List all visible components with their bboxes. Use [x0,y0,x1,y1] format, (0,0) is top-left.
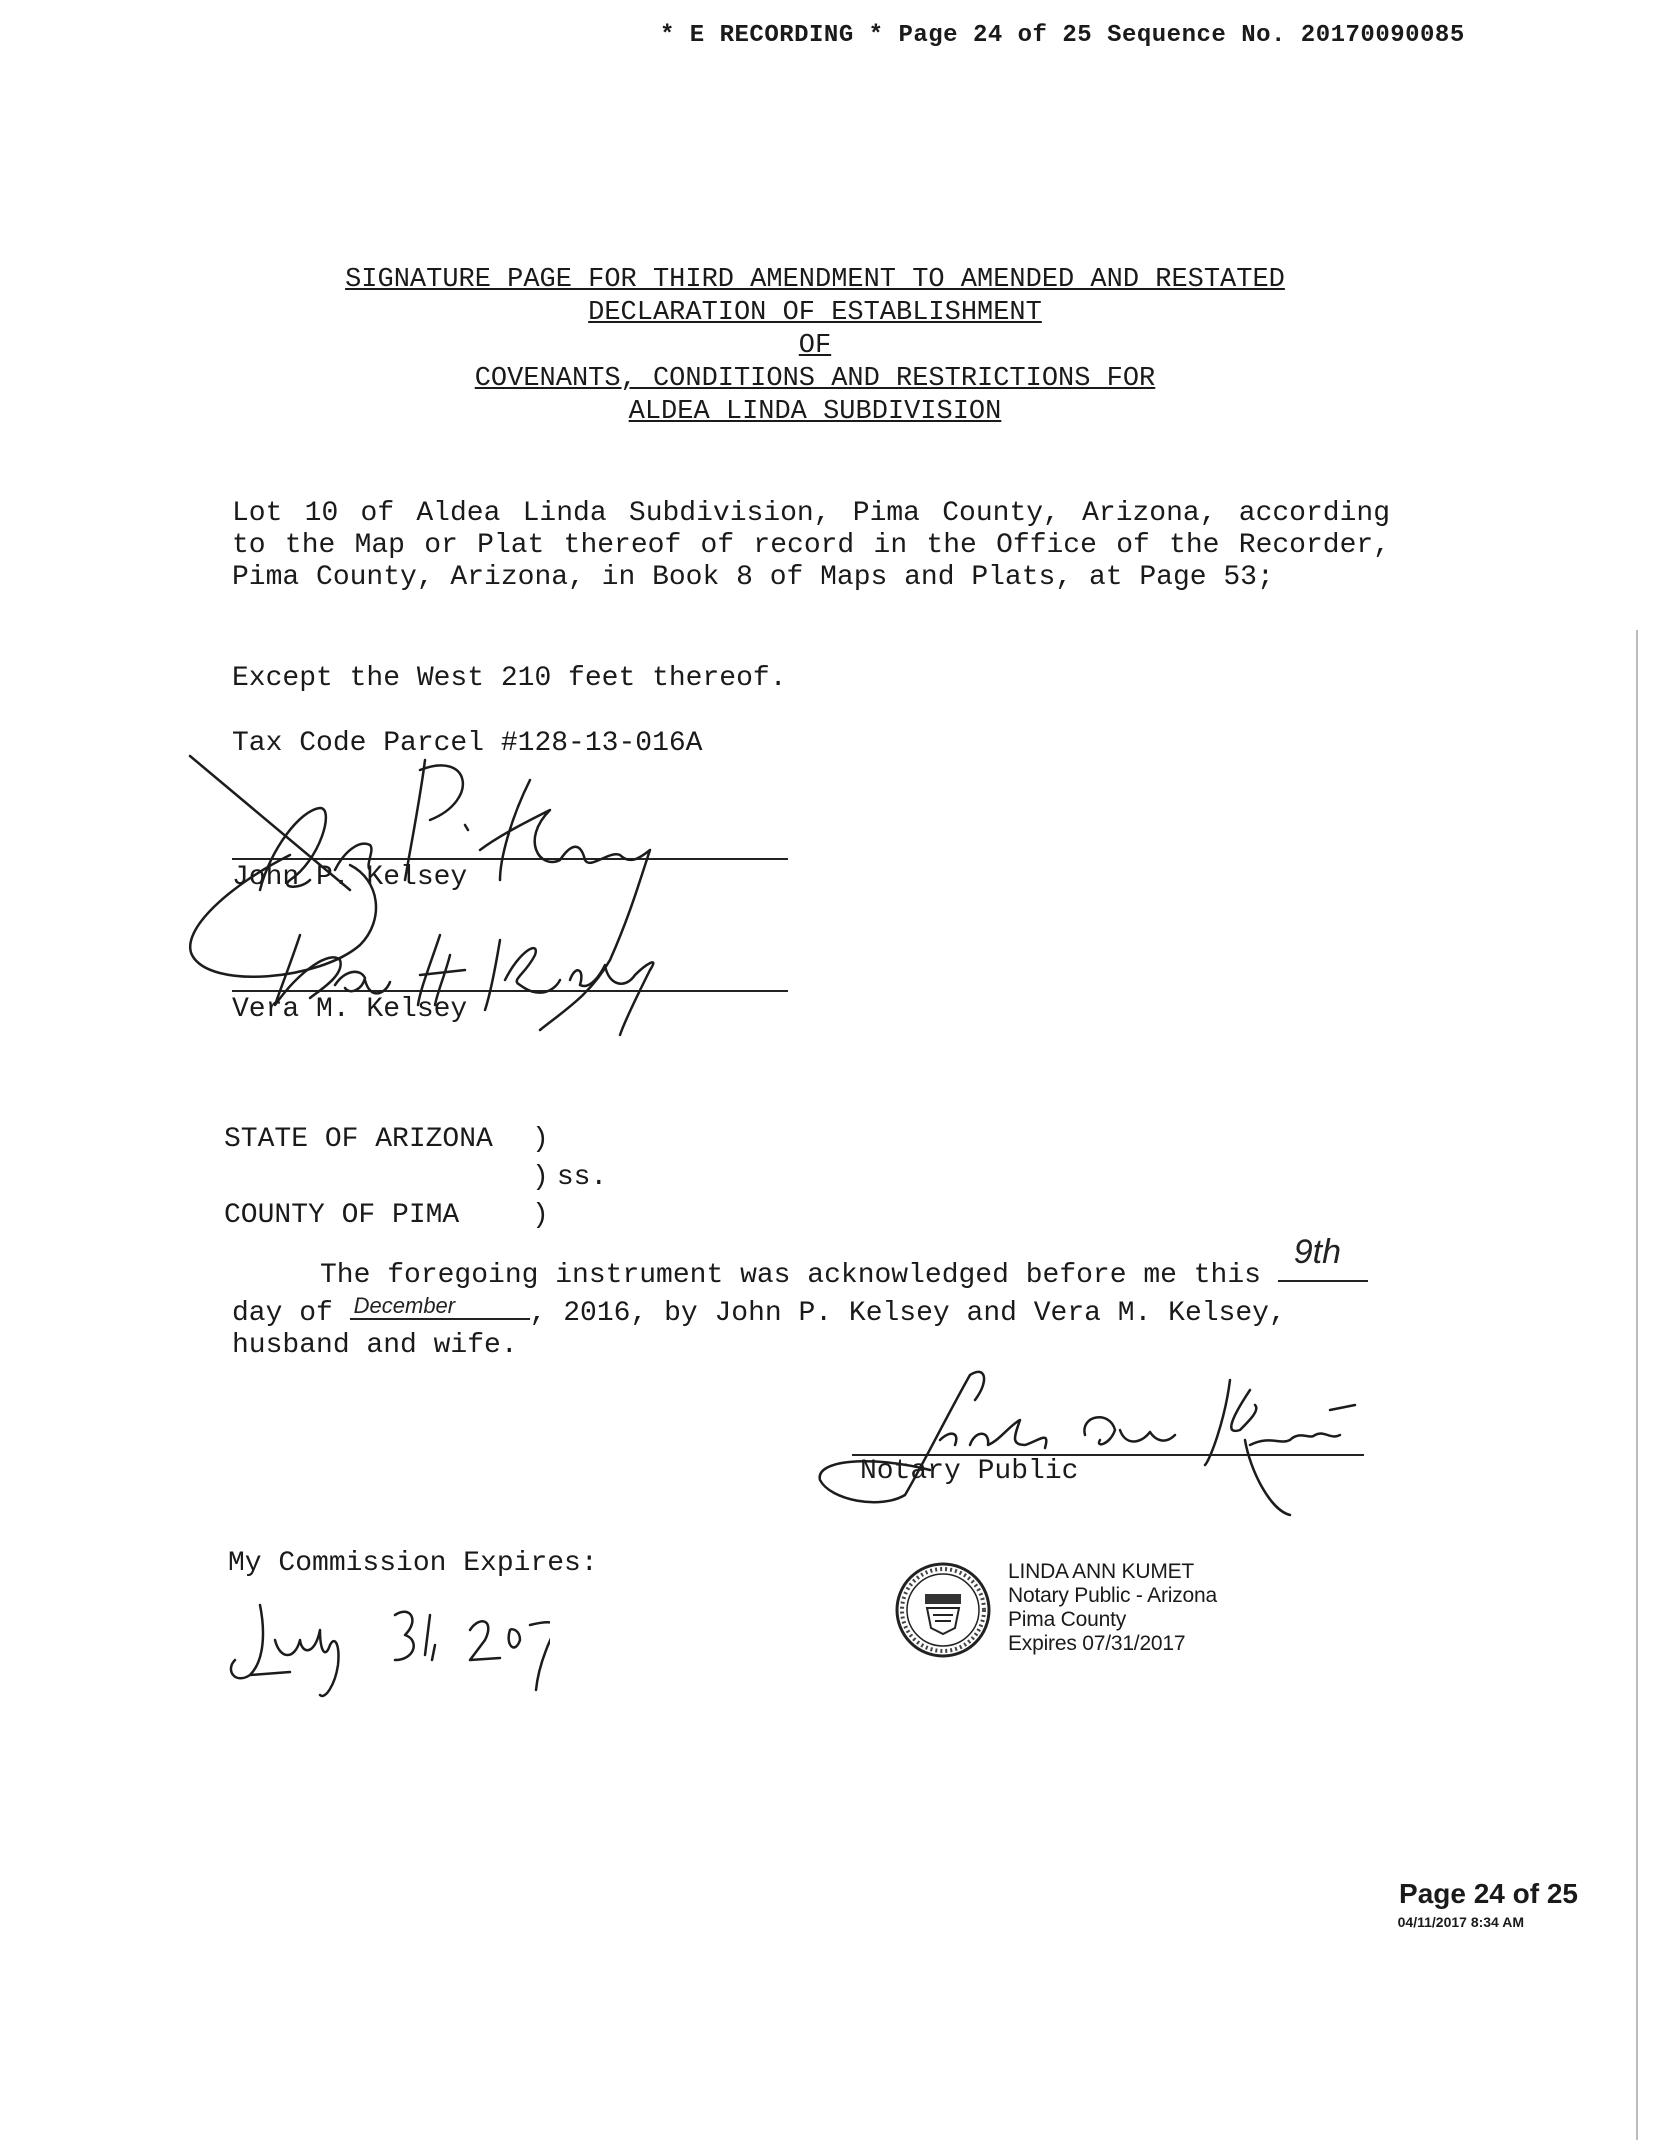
ack-month-handwritten: December [353,1293,456,1318]
venue-paren-1: ) [532,1124,549,1155]
legal-exception: Except the West 210 feet thereof. [232,663,787,694]
ack-day-handwritten: 9th [1293,1233,1342,1271]
scan-edge [1636,630,1638,2140]
notary-label: Notary Public [860,1456,1079,1487]
footer-timestamp: 04/11/2017 8:34 AM [1397,1914,1524,1930]
stamp-expires: Expires 07/31/2017 [1008,1632,1186,1655]
venue-paren-3: ) [532,1200,549,1231]
venue-county: COUNTY OF PIMA [224,1200,460,1231]
title-line-4: COVENANTS, CONDITIONS AND RESTRICTIONS FOR [474,364,1156,394]
commission-label: My Commission Expires: [228,1548,598,1579]
recording-header: * E RECORDING * Page 24 of 25 Sequence No. 20170090085 [660,22,1465,49]
notary-stamp [1008,1560,1217,1656]
commission-date-handwritten [220,1590,550,1710]
venue-paren-2: ) [532,1162,549,1193]
stamp-title: Notary Public - Arizona [1008,1584,1217,1607]
stamp-name: LINDA ANN KUMET [1008,1560,1195,1583]
title-line-2: DECLARATION OF ESTABLISHMENT [588,298,1042,328]
notary-seal-icon [893,1560,993,1660]
title-line-5: ALDEA LINDA SUBDIVISION [628,397,1002,427]
signature-notary [810,1360,1390,1530]
signer-2-name: Vera M. Kelsey [232,994,468,1025]
legal-description: Lot 10 of Aldea Linda Subdivision, Pima County, Arizona, according to the Map or Plat thereof of record in the Office of the Recorder, Pima County, Arizona, in Book 8 of Maps and Plats, at Page 53; [232,498,1390,593]
venue-ss: ss. [556,1162,608,1193]
ack-text-3: , 2016, by John P. Kelsey and Vera M. Kelsey, husband and wife. [232,1298,1286,1361]
ack-text-1: The foregoing instrument was acknowledged before me this [320,1260,1261,1291]
venue-block [224,1124,615,1238]
title-line-3: OF [798,331,832,361]
ack-text-2: day of [232,1298,333,1329]
venue-state: STATE OF ARIZONA [224,1124,493,1155]
acknowledgment [232,1233,1390,1362]
tax-parcel: Tax Code Parcel #128-13-016A [232,728,703,759]
signature-vera-kelsey [240,910,700,1040]
footer-page-number: Page 24 of 25 [1399,1878,1578,1909]
title-line-1: SIGNATURE PAGE FOR THIRD AMENDMENT TO AMENDED AND RESTATED [345,265,1285,295]
ack-day-blank [1278,1233,1368,1282]
signer-1-name: John P. Kelsey [232,862,468,893]
ack-month-blank [350,1292,530,1320]
document-title [200,264,1430,429]
stamp-county: Pima County [1008,1608,1127,1631]
